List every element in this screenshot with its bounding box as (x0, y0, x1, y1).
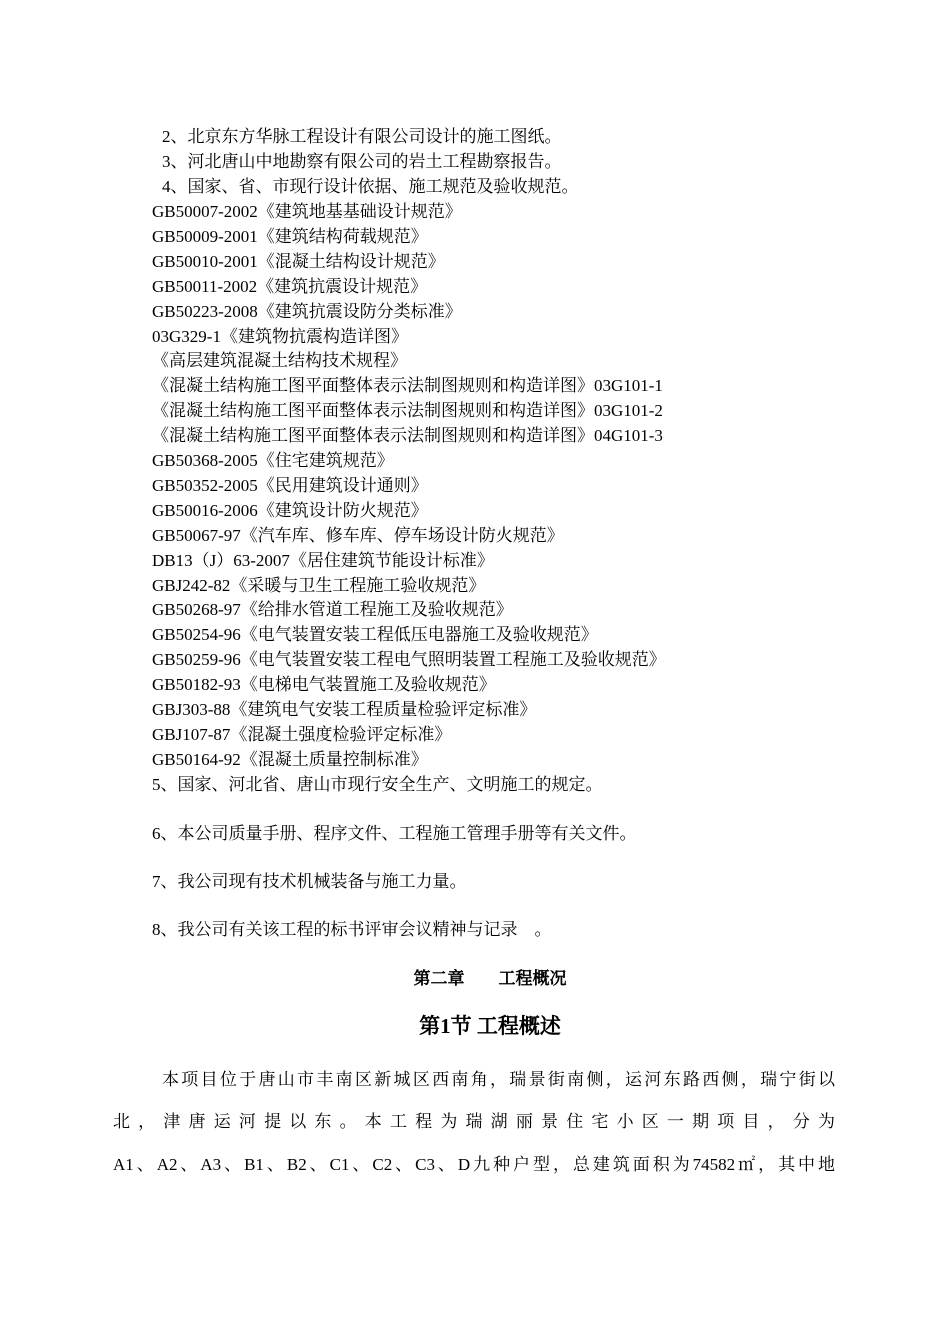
standard-item: GB50223-2008《建筑抗震设防分类标准》 (152, 301, 462, 321)
standard-item: DB13（J）63-2007《居住建筑节能设计标准》 (152, 550, 494, 570)
basis-item: 6、本公司质量手册、程序文件、工程施工管理手册等有关文件。 (152, 824, 637, 843)
standard-item: 《混凝土结构施工图平面整体表示法制图规则和构造详图》03G101-2 (152, 401, 663, 421)
standard-item: GB50352-2005《民用建筑设计通则》 (152, 475, 428, 495)
standard-item: GB50182-93《电梯电气装置施工及验收规范》 (152, 675, 496, 695)
standard-item: 03G329-1《建筑物抗震构造详图》 (152, 326, 408, 346)
basis-item: 4、国家、省、市现行设计依据、施工规范及验收规范。 (162, 177, 579, 196)
paragraph-line: 北，津唐运河提以东。本工程为瑞湖丽景住宅小区一期项目，分为 (113, 1112, 835, 1131)
standard-item: GB50268-97《给排水管道工程施工及验收规范》 (152, 600, 513, 620)
standard-item: 《混凝土结构施工图平面整体表示法制图规则和构造详图》04G101-3 (152, 426, 663, 446)
standard-item: GB50368-2005《住宅建筑规范》 (152, 451, 394, 470)
standard-item: 《混凝土结构施工图平面整体表示法制图规则和构造详图》03G101-1 (152, 376, 663, 396)
standard-item: GB50016-2006《建筑设计防火规范》 (152, 500, 428, 520)
standard-item: GBJ107-87《混凝土强度检验评定标准》 (152, 724, 452, 744)
standard-item: GB50259-96《电气装置安装工程电气照明装置工程施工及验收规范》 (152, 650, 666, 670)
paragraph-line: 本项目位于唐山市丰南区新城区西南角，瑞景街南侧，运河东路西侧，瑞宁街以 (162, 1070, 835, 1089)
standard-item: GB50010-2001《混凝土结构设计规范》 (152, 251, 445, 271)
standard-item: 《高层建筑混凝土结构技术规程》 (152, 351, 407, 371)
basis-item: 8、我公司有关该工程的标书评审会议精神与记录 。 (152, 920, 552, 939)
standard-item: GB50067-97《汽车库、修车库、停车场设计防火规范》 (152, 525, 564, 545)
standard-item: GB50007-2002《建筑地基基础设计规范》 (152, 202, 462, 221)
basis-item: 3、河北唐山中地勘察有限公司的岩土工程勘察报告。 (162, 152, 562, 171)
standard-item: GB50164-92《混凝土质量控制标准》 (152, 749, 428, 769)
standard-item: GB50011-2002《建筑抗震设计规范》 (152, 276, 428, 296)
basis-item: 2、北京东方华脉工程设计有限公司设计的施工图纸。 (162, 127, 562, 146)
standard-item: GB50254-96《电气装置安装工程低压电器施工及验收规范》 (152, 625, 598, 645)
basis-item: 5、国家、河北省、唐山市现行安全生产、文明施工的规定。 (152, 775, 603, 794)
standard-item: GBJ242-82《采暖与卫生工程施工验收规范》 (152, 575, 486, 595)
section-title: 第1节 工程概述 (419, 1014, 561, 1038)
chapter-title: 第二章 工程概况 (413, 969, 567, 988)
standard-item: GB50009-2001《建筑结构荷载规范》 (152, 226, 428, 246)
standard-item: GBJ303-88《建筑电气安装工程质量检验评定标准》 (152, 700, 537, 719)
basis-item: 7、我公司现有技术机械装备与施工力量。 (152, 872, 467, 891)
paragraph-line: A1、A2、A3、B1、B2、C1、C2、C3、D九种户型，总建筑面积为74582㎡，其中地 (113, 1155, 835, 1174)
